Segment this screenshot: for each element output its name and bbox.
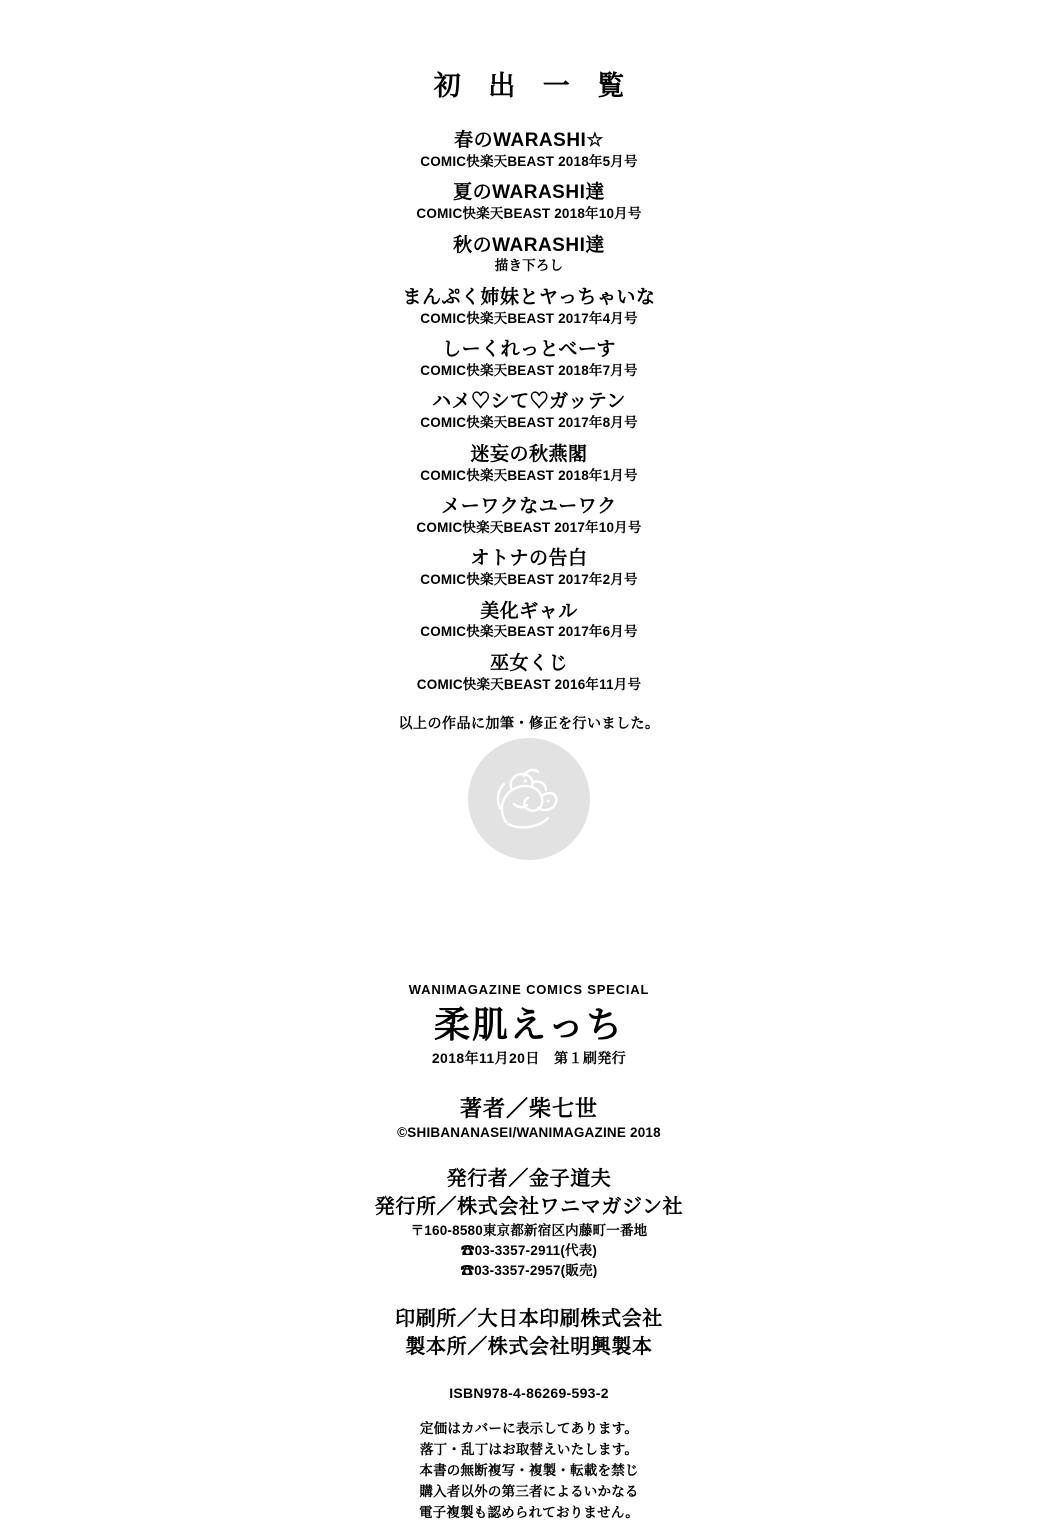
credit-entry (0, 234, 1058, 275)
publisher-phone-sales: ☎03-3357-2957(販売) (460, 1262, 598, 1278)
imprint-label: WANIMAGAZINE COMICS SPECIAL (408, 982, 650, 997)
publisher-phone-main: ☎03-3357-2911(代表) (460, 1243, 598, 1259)
isbn-line: ISBN978-4-86269-593-2 (449, 1385, 609, 1402)
credit-source: COMIC快楽天BEAST 2017年10月号 (416, 519, 642, 535)
credit-entry (0, 495, 1058, 536)
credit-work-title: まんぷく姉妹とヤっちゃいな (402, 286, 656, 308)
credit-entry (0, 181, 1058, 222)
publisher-block (0, 1166, 1058, 1280)
credit-work-title: しーくれっとべーす (442, 339, 616, 361)
credit-entry (0, 390, 1058, 431)
credit-work-title: 春のWARASHI☆ (454, 130, 604, 151)
credits-title: 初 出 一 覧 (433, 71, 635, 101)
credit-source: COMIC快楽天BEAST 2017年4月号 (420, 310, 638, 326)
legal-notice-line: 本書の無断複写・複製・転載を禁じ (419, 1463, 639, 1479)
legal-notice-line: 定価はカバーに表示してあります。 (419, 1421, 639, 1437)
publisher-company: 発行所／株式会社ワニマガジン社 (374, 1195, 684, 1218)
credit-entry (0, 338, 1058, 379)
binder-line: 製本所／株式会社明興製本 (405, 1335, 653, 1358)
book-title: 柔肌えっち (433, 1004, 624, 1045)
credit-work-title: ハメ♡シて♡ガッテン (432, 391, 626, 413)
legal-notice-line: 電子複製も認められておりません。 (418, 1505, 639, 1521)
first-appearance-list (0, 64, 1058, 733)
credit-source: COMIC快楽天BEAST 2018年7月号 (420, 362, 638, 378)
credit-entry (0, 286, 1058, 327)
credit-work-title: メーワクなユーワク (441, 496, 617, 518)
credit-work-title: 巫女くじ (489, 652, 568, 674)
credit-entry (0, 600, 1058, 641)
credit-entry (0, 443, 1058, 484)
credit-source: COMIC快楽天BEAST 2018年10月号 (416, 206, 642, 222)
author-line: 著者／柴七世 (459, 1095, 598, 1121)
credit-entry (0, 652, 1058, 693)
publication-date: 2018年11月20日 第１刷発行 (431, 1049, 627, 1066)
legal-notices (0, 1419, 1058, 1524)
credit-source: COMIC快楽天BEAST 2018年1月号 (420, 467, 638, 483)
author-block (0, 1094, 1058, 1141)
publisher-address: 〒160-8580東京都新宿区内藤町一番地 (410, 1223, 648, 1239)
credit-source: COMIC快楽天BEAST 2017年6月号 (420, 624, 638, 640)
production-block (0, 1306, 1058, 1361)
credit-work-title: 迷妄の秋燕閣 (470, 443, 588, 465)
credit-source: COMIC快楽天BEAST 2018年5月号 (420, 153, 638, 169)
credits-note: 以上の作品に加筆・修正を行いました。 (398, 715, 660, 732)
credit-work-title: オトナの告白 (470, 548, 588, 570)
credit-entry (0, 129, 1058, 170)
legal-notice-line: 落丁・乱丁はお取替えいたします。 (419, 1442, 639, 1458)
credit-work-title: 秋のWARASHI達 (453, 234, 605, 256)
credit-source: COMIC快楽天BEAST 2017年8月号 (420, 415, 638, 431)
wanimagazine-dragon-seal-icon (468, 738, 590, 860)
credit-source: COMIC快楽天BEAST 2017年2月号 (420, 572, 638, 588)
credit-source: 描き下ろし (494, 258, 564, 274)
credit-source: COMIC快楽天BEAST 2016年11月号 (416, 676, 642, 692)
printer-line: 印刷所／大日本印刷株式会社 (395, 1308, 663, 1331)
credit-work-title: 美化ギャル (480, 600, 578, 622)
credit-entry (0, 547, 1058, 588)
publisher-logo-wrap (0, 738, 1058, 860)
colophon-block (0, 982, 1058, 1524)
credit-work-title: 夏のWARASHI達 (453, 182, 605, 204)
copyright-line: ©SHIBANANASEI/WANIMAGAZINE 2018 (397, 1125, 661, 1141)
legal-notice-line: 購入者以外の第三者によるいかなる (419, 1484, 639, 1500)
publisher-person: 発行者／金子道夫 (446, 1168, 612, 1191)
